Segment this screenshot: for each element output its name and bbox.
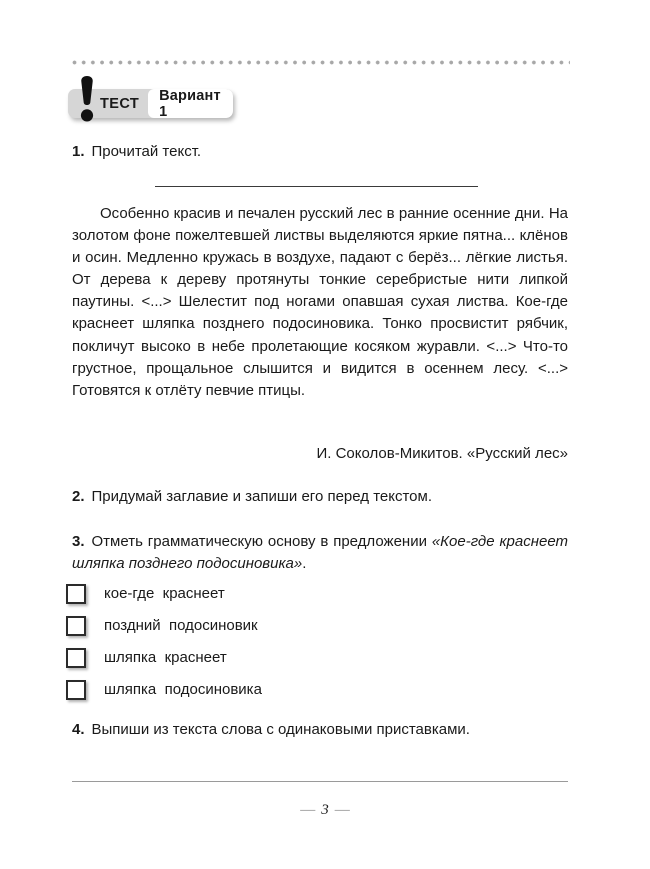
option-row[interactable] <box>66 674 526 706</box>
question-3 <box>72 531 568 575</box>
question-2-text: Придумай заглавие и запиши его перед текстом. <box>91 488 432 505</box>
question-4 <box>72 719 568 741</box>
option-label-2: поздний подосиновик <box>104 617 258 634</box>
reading-passage: Особенно красив и печален русский лес в ранние осенние дни. На золотом фоне пожелтевшей листвы выделяются яркие пятна... клёнов и осин. Медленно кружась в воздухе, падают с берёз... лёгкие листья. От дерева к дереву протянуты тонкие серебристые нити липкой паутины. <...> Шелестит под ногами опавшая сухая листва. Кое-где краснеет шляпка позднего подосиновика. Тонко просвистит рябчик, покличут высоко в небе пролетающие косяком журавли. <...> Что-то грустное, прощальное слышится и видится в осеннем лесу. <...> Готовятся к отлёту певчие птицы. <box>72 205 568 399</box>
dotted-divider <box>72 60 570 65</box>
option-label-1: кое-где краснеет <box>104 585 225 602</box>
passage-attribution: И. Соколов-Микитов. «Русский лес» <box>316 445 568 462</box>
footer-divider <box>72 781 568 782</box>
question-3-tail: . <box>302 555 307 572</box>
passage-divider <box>155 186 478 187</box>
folio-number: 3 <box>321 802 329 818</box>
question-4-text: Выпиши из текста слова с одинаковыми приставками. <box>91 721 470 738</box>
folio-dash-right: — <box>334 802 350 818</box>
option-row[interactable] <box>66 610 526 642</box>
question-4-number: 4. <box>72 721 85 738</box>
option-row[interactable] <box>66 642 526 674</box>
question-3-quote: «Кое-где краснеет шляпка позднего подосиновика» <box>72 533 568 572</box>
checkbox-option-3[interactable] <box>66 648 86 668</box>
question-1-text: Прочитай текст. <box>91 143 202 160</box>
checkbox-option-2[interactable] <box>66 616 86 636</box>
question-2-number: 2. <box>72 488 85 505</box>
question-1 <box>72 141 568 163</box>
folio-dash-left: — <box>300 802 316 818</box>
page-number <box>0 802 650 819</box>
test-badge-body <box>68 89 233 118</box>
test-badge-label: ТЕСТ <box>100 95 140 112</box>
checkbox-option-1[interactable] <box>66 584 86 604</box>
answer-options <box>66 578 526 706</box>
option-row[interactable] <box>66 578 526 610</box>
question-3-number: 3. <box>72 533 85 550</box>
question-2 <box>72 486 568 508</box>
question-3-text: Отметь грамматическую основу в предложении <box>91 533 432 550</box>
checkbox-option-4[interactable] <box>66 680 86 700</box>
test-badge-variant: Вариант 1 <box>148 89 233 118</box>
question-1-number: 1. <box>72 143 85 160</box>
option-label-3: шляпка краснеет <box>104 649 227 666</box>
option-label-4: шляпка подосиновика <box>104 681 262 698</box>
